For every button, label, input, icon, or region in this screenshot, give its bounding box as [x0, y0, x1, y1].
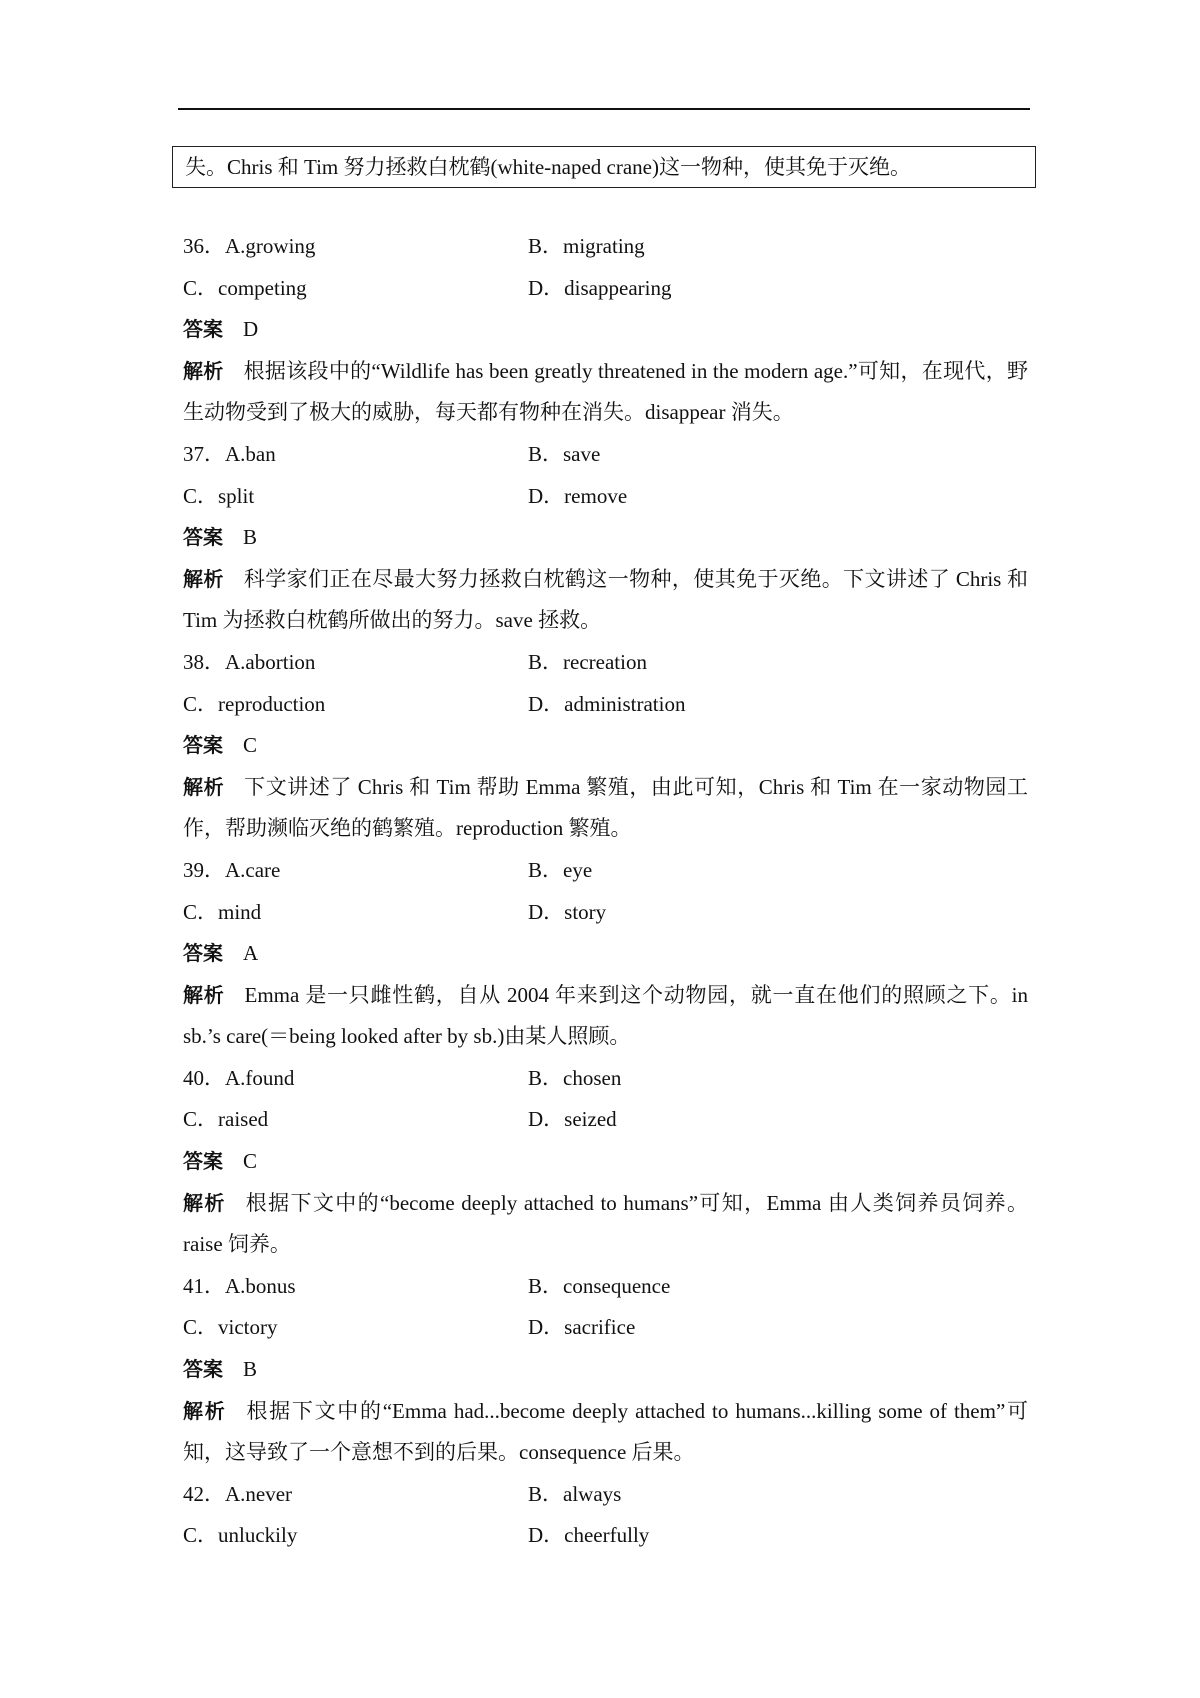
option-d: D．story: [528, 899, 607, 924]
explanation-text: 下文讲述了 Chris 和 Tim 帮助 Emma 繁殖，由此可知，Chris 和 Tim 在一家动物园工作，帮助濒临灭绝的鹤繁殖。reproduction 繁殖。: [183, 774, 1028, 841]
explanation: [183, 767, 1028, 850]
explanation-label: 解析: [183, 774, 225, 799]
option-c: C．mind: [183, 899, 262, 924]
explanation-text: 根据该段中的“Wildlife has been greatly threatened in the modern age.”可知，在现代，野生动物受到了极大的威胁，每天都有物种在消失。disappear 消失。: [183, 358, 1028, 425]
header-rule: [178, 108, 1030, 110]
answer-row: [183, 309, 1028, 351]
answer-key: [183, 226, 1028, 1557]
passage-translation-text: 失。Chris 和 Tim 努力拯救白枕鹤(white-naped crane)这一物种，使其免于灭绝。: [185, 155, 911, 179]
answer-label: 答案: [183, 941, 223, 966]
answer-value: B: [243, 1357, 258, 1382]
explanation: [183, 1391, 1028, 1474]
answer-row: [183, 1349, 1028, 1391]
options-row: [183, 642, 1028, 684]
options-row: [183, 684, 1028, 726]
answer-value: B: [243, 525, 258, 550]
option-a: 37．A.ban: [183, 441, 276, 466]
answer-row: [183, 933, 1028, 975]
options-row: [183, 1307, 1028, 1349]
answer-row: [183, 1141, 1028, 1183]
answer-value: C: [243, 1149, 258, 1174]
explanation-text: 根据下文中的“become deeply attached to humans”可知，Emma 由人类饲养员饲养。raise 饲养。: [183, 1190, 1028, 1257]
answer-label: 答案: [183, 1357, 223, 1382]
option-a: 38．A.abortion: [183, 649, 316, 674]
options-row: [183, 1515, 1028, 1557]
answer-row: [183, 517, 1028, 559]
explanation-label: 解析: [183, 1190, 226, 1215]
explanation: [183, 351, 1028, 434]
option-c: C．victory: [183, 1315, 278, 1340]
options-row: [183, 268, 1028, 310]
option-d: D．seized: [528, 1107, 617, 1132]
answer-label: 答案: [183, 525, 223, 550]
options-row: [183, 850, 1028, 892]
option-b: B．recreation: [528, 649, 647, 674]
explanation-label: 解析: [183, 566, 224, 591]
explanation-label: 解析: [183, 358, 224, 383]
option-d: D．cheerfully: [528, 1523, 650, 1548]
option-a: 41．A.bonus: [183, 1273, 296, 1298]
answer-label: 答案: [183, 317, 223, 342]
explanation-label: 解析: [183, 982, 225, 1007]
answer-row: [183, 725, 1028, 767]
option-d: D．remove: [528, 483, 628, 508]
options-row: [183, 226, 1028, 268]
option-b: B．save: [528, 441, 601, 466]
options-row: [183, 1266, 1028, 1308]
answer-value: C: [243, 733, 258, 758]
options-row: [183, 1099, 1028, 1141]
answer-label: 答案: [183, 1149, 223, 1174]
options-row: [183, 1058, 1028, 1100]
explanation: [183, 975, 1028, 1058]
option-d: D．administration: [528, 691, 686, 716]
options-row: [183, 476, 1028, 518]
option-b: B．eye: [528, 857, 593, 882]
explanation-text: 科学家们正在尽最大努力拯救白枕鹤这一物种，使其免于灭绝。下文讲述了 Chris 和 Tim 为拯救白枕鹤所做出的努力。save 拯救。: [183, 566, 1028, 633]
options-row: [183, 892, 1028, 934]
option-a: 36．A.growing: [183, 234, 316, 258]
option-d: D．disappearing: [528, 275, 672, 300]
options-row: [183, 434, 1028, 476]
option-c: C．competing: [183, 275, 307, 300]
option-b: B．always: [528, 1481, 622, 1506]
answer-label: 答案: [183, 733, 223, 758]
option-a: 39．A.care: [183, 857, 281, 882]
explanation: [183, 1183, 1028, 1266]
option-c: C．split: [183, 483, 255, 508]
option-c: C．reproduction: [183, 691, 326, 716]
option-c: C．unluckily: [183, 1523, 298, 1548]
option-b: B．chosen: [528, 1065, 622, 1090]
explanation: [183, 559, 1028, 642]
option-a: 42．A.never: [183, 1481, 293, 1506]
passage-translation-box: [172, 146, 1036, 188]
answer-value: D: [243, 317, 259, 342]
answer-value: A: [243, 941, 259, 966]
option-a: 40．A.found: [183, 1065, 295, 1090]
option-b: B．migrating: [528, 234, 645, 258]
option-b: B．consequence: [528, 1273, 671, 1298]
option-c: C．raised: [183, 1107, 269, 1132]
options-row: [183, 1474, 1028, 1516]
explanation-label: 解析: [183, 1398, 227, 1423]
explanation-text: 根据下文中的“Emma had...become deeply attached to humans...killing some of them”可知，这导致了一个意想不到的后果。consequence 后果。: [183, 1398, 1028, 1465]
option-d: D．sacrifice: [528, 1315, 636, 1340]
explanation-text: Emma 是一只雌性鹤，自从 2004 年来到这个动物园，就一直在他们的照顾之下。in sb.’s care(＝being looked after by sb.)由某人照顾。: [183, 982, 1029, 1049]
